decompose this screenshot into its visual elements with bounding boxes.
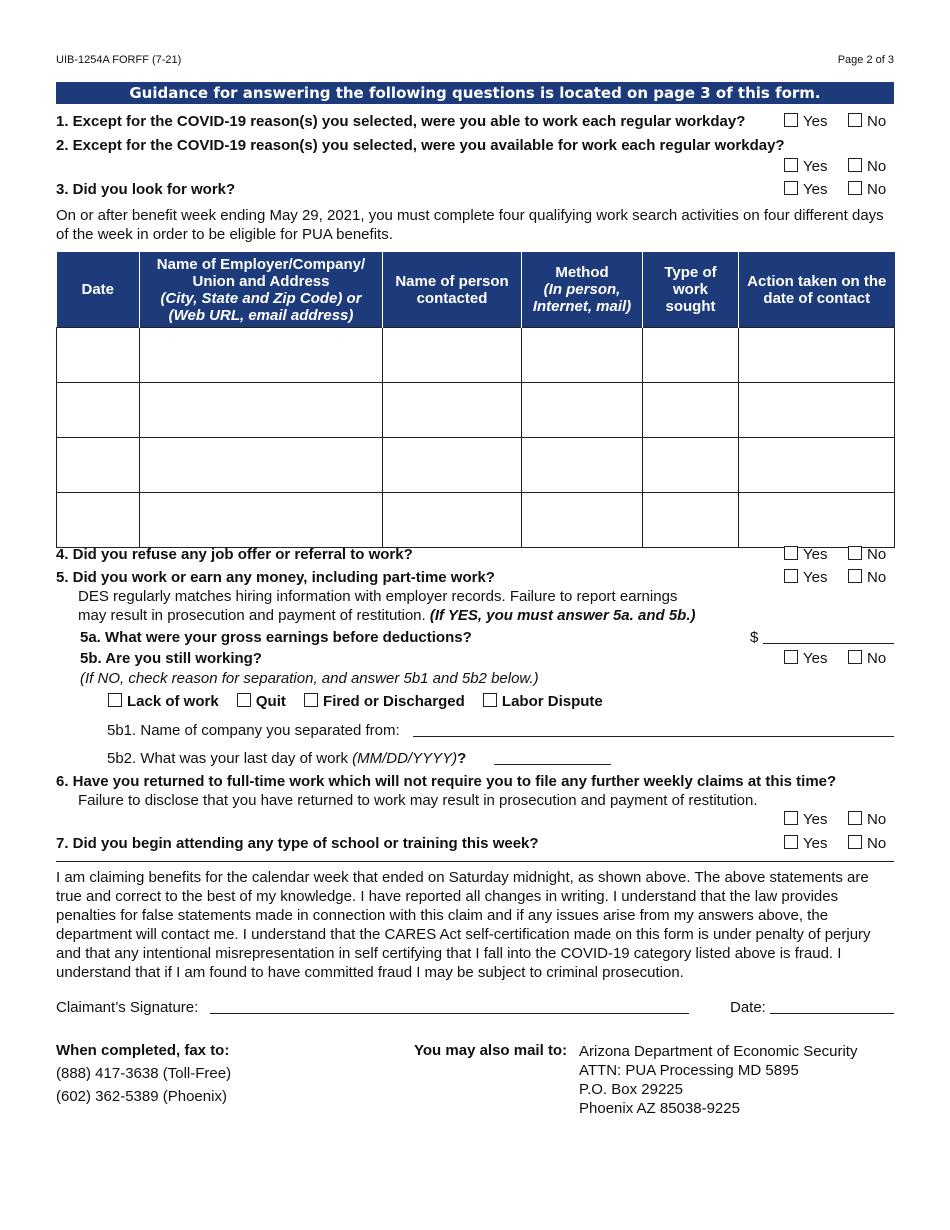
table-cell[interactable]: [140, 328, 383, 383]
question-7: 7. Did you begin attending any type of school or training this week?: [56, 835, 539, 852]
col-employer-title: Name of Employer/Company/ Union and Address: [156, 255, 366, 290]
reason-label: Lack of work: [127, 693, 219, 710]
table-cell[interactable]: [140, 493, 383, 548]
table-cell[interactable]: [383, 328, 522, 383]
table-cell[interactable]: [739, 438, 895, 493]
no-label: No: [867, 113, 887, 130]
no-label: No: [867, 835, 887, 852]
mail-heading: You may also mail to:: [414, 1042, 568, 1059]
col-method: [522, 252, 643, 328]
q6-note: Failure to disclose that you have returned to work may result in prosecution and payment of restitution.: [78, 792, 758, 809]
table-cell[interactable]: [739, 328, 895, 383]
question-5a: 5a. What were your gross earnings before deductions?: [80, 629, 472, 646]
reason-label: Labor Dispute: [501, 693, 603, 710]
table-cell[interactable]: [522, 438, 643, 493]
yes-label: Yes: [803, 546, 828, 563]
table-cell[interactable]: [383, 493, 522, 548]
fax-number-phoenix: (602) 362-5389 (Phoenix): [56, 1088, 227, 1105]
q5b-note: (If NO, check reason for separation, and answer 5b1 and 5b2 below.): [80, 670, 539, 687]
question-4: 4. Did you refuse any job offer or referral to work?: [56, 546, 413, 563]
q7-yes-checkbox[interactable]: [784, 835, 798, 849]
yes-label: Yes: [803, 158, 828, 175]
certification-statement: I am claiming benefits for the calendar week that ended on Saturday midnight, as shown above. The above statements are true and correct to the best of my knowledge. I have reported all changes in writing. I understand that the law provides penalties for false statements made in connection with this claim and if any issues arise from my answers above, the department will contact me. I understand that the CARES Act self-certification made on this form is under penalty of perjury and that any intentional misrepresentation in self certifying that I fall into the COVID-19 category listed above is fraud. I understand that if I am found to have committed fraud I may be subject to criminal prosecution.: [56, 869, 871, 981]
no-label: No: [867, 158, 887, 175]
dollar-sign: $: [750, 629, 759, 646]
q1-yes-checkbox[interactable]: [784, 113, 798, 127]
q6-no-checkbox[interactable]: [848, 811, 862, 825]
table-cell[interactable]: [643, 328, 739, 383]
divider: [56, 861, 894, 862]
question-2: 2. Except for the COVID-19 reason(s) you selected, were you available for work each regular workday?: [56, 137, 785, 154]
col-person: Name of person contacted: [383, 252, 522, 328]
date-field[interactable]: [770, 1013, 894, 1014]
col-method-title: Method: [555, 264, 609, 281]
table-cell[interactable]: [643, 438, 739, 493]
no-label: No: [867, 811, 887, 828]
no-label: No: [867, 650, 887, 667]
table-cell[interactable]: [383, 438, 522, 493]
col-employer: [140, 252, 383, 328]
signature-label: Claimant’s Signature:: [56, 999, 199, 1016]
col-type: Type of work sought: [643, 252, 739, 328]
q5-note-line-2: may result in prosecution and payment of restitution.: [78, 607, 426, 624]
address-line: P.O. Box 29225: [579, 1081, 683, 1098]
q6-yes-checkbox[interactable]: [784, 811, 798, 825]
no-label: No: [867, 569, 887, 586]
col-method-sub: (In person, Internet, mail): [532, 281, 632, 315]
work-search-table: [56, 252, 895, 548]
yes-label: Yes: [803, 181, 828, 198]
no-label: No: [867, 181, 887, 198]
q4-yes-checkbox[interactable]: [784, 546, 798, 560]
form-id: UIB-1254A FORFF (7-21): [56, 54, 182, 66]
table-cell[interactable]: [57, 328, 140, 383]
q5-note-emphasis: (If YES, you must answer 5a. and 5b.): [429, 607, 696, 624]
q5-note-line-1: DES regularly matches hiring information with employer records. Failure to report earnings: [78, 588, 678, 605]
q2-yes-no: [784, 158, 896, 175]
table-cell[interactable]: [739, 383, 895, 438]
yes-label: Yes: [803, 650, 828, 667]
question-1: 1. Except for the COVID-19 reason(s) you selected, were you able to work each regular workday?: [56, 113, 746, 130]
mail-address: [579, 1042, 857, 1118]
q3-no-checkbox[interactable]: [848, 181, 862, 195]
table-cell[interactable]: [522, 383, 643, 438]
signature-field[interactable]: [210, 1013, 689, 1014]
q5b-no-checkbox[interactable]: [848, 650, 862, 664]
table-cell[interactable]: [383, 383, 522, 438]
separation-reasons: [108, 693, 603, 710]
table-header-row: [57, 252, 895, 328]
q5-yes-checkbox[interactable]: [784, 569, 798, 583]
yes-label: Yes: [803, 835, 828, 852]
question-5b: 5b. Are you still working?: [80, 650, 262, 667]
q3-yes-checkbox[interactable]: [784, 181, 798, 195]
quit-checkbox[interactable]: [237, 693, 251, 707]
address-line: Arizona Department of Economic Security: [579, 1043, 858, 1060]
last-day-field[interactable]: [494, 764, 611, 765]
table-cell[interactable]: [522, 328, 643, 383]
labor-dispute-checkbox[interactable]: [483, 693, 497, 707]
question-5: 5. Did you work or earn any money, including part-time work?: [56, 569, 495, 586]
work-search-note: On or after benefit week ending May 29, 2021, you must complete four qualifying work search activities on four different days of the week in order to be eligible for PUA benefits.: [56, 207, 884, 243]
table-cell[interactable]: [739, 493, 895, 548]
table-row: [57, 383, 895, 438]
table-cell[interactable]: [57, 493, 140, 548]
yes-label: Yes: [803, 113, 828, 130]
q5b2-format: (MM/DD/YYYY): [352, 750, 458, 767]
q1-no-checkbox[interactable]: [848, 113, 862, 127]
q5-yes-no: [784, 569, 896, 586]
q6-yes-no: [784, 811, 896, 828]
address-line: ATTN: PUA Processing MD 5895: [579, 1062, 799, 1079]
q5b-yes-no: [784, 650, 896, 667]
table-cell[interactable]: [643, 383, 739, 438]
table-cell[interactable]: [57, 383, 140, 438]
q4-no-checkbox[interactable]: [848, 546, 862, 560]
table-cell[interactable]: [57, 438, 140, 493]
q4-yes-no: [784, 546, 896, 563]
table-cell[interactable]: [643, 493, 739, 548]
q5-note: [78, 587, 696, 625]
q2-no-checkbox[interactable]: [848, 158, 862, 172]
q5b2-text: 5b2. What was your last day of work: [107, 750, 348, 767]
question-3: 3. Did you look for work?: [56, 181, 236, 198]
q3-yes-no: [784, 181, 896, 198]
fired-checkbox[interactable]: [304, 693, 318, 707]
table-cell[interactable]: [522, 493, 643, 548]
table-row: [57, 438, 895, 493]
q1-yes-no: [784, 113, 896, 130]
yes-label: Yes: [803, 811, 828, 828]
guidance-banner: Guidance for answering the following questions is located on page 3 of this form.: [56, 82, 894, 104]
question-5b1: 5b1. Name of company you separated from:: [107, 722, 400, 739]
q5-no-checkbox[interactable]: [848, 569, 862, 583]
table-cell[interactable]: [140, 438, 383, 493]
table-cell[interactable]: [140, 383, 383, 438]
col-employer-sub: (City, State and Zip Code) or (Web URL, email address): [160, 289, 362, 324]
no-label: No: [867, 546, 887, 563]
page-number: Page 2 of 3: [837, 54, 894, 66]
lack-of-work-checkbox[interactable]: [108, 693, 122, 707]
address-line: Phoenix AZ 85038-9225: [579, 1100, 740, 1117]
reason-label: Quit: [255, 693, 286, 710]
fax-number-tollfree: (888) 417-3638 (Toll-Free): [56, 1065, 232, 1082]
yes-label: Yes: [803, 569, 828, 586]
question-6: 6. Have you returned to full-time work which will not require you to file any further weekly claims at this time?: [56, 773, 837, 790]
table-row: [57, 328, 895, 383]
q2-yes-checkbox[interactable]: [784, 158, 798, 172]
fax-heading: When completed, fax to:: [56, 1042, 230, 1059]
q5b2-mark: ?: [457, 750, 467, 767]
q7-yes-no: [784, 835, 896, 852]
table-row: [57, 493, 895, 548]
col-date: Date: [57, 252, 140, 328]
reason-label: Fired or Discharged: [323, 693, 465, 710]
q5b-yes-checkbox[interactable]: [784, 650, 798, 664]
date-label: Date:: [730, 999, 766, 1016]
company-name-field[interactable]: [413, 736, 894, 737]
gross-earnings-field[interactable]: [763, 643, 894, 644]
question-5b2: [107, 750, 466, 767]
q7-no-checkbox[interactable]: [848, 835, 862, 849]
col-action: Action taken on the date of contact: [739, 252, 895, 328]
